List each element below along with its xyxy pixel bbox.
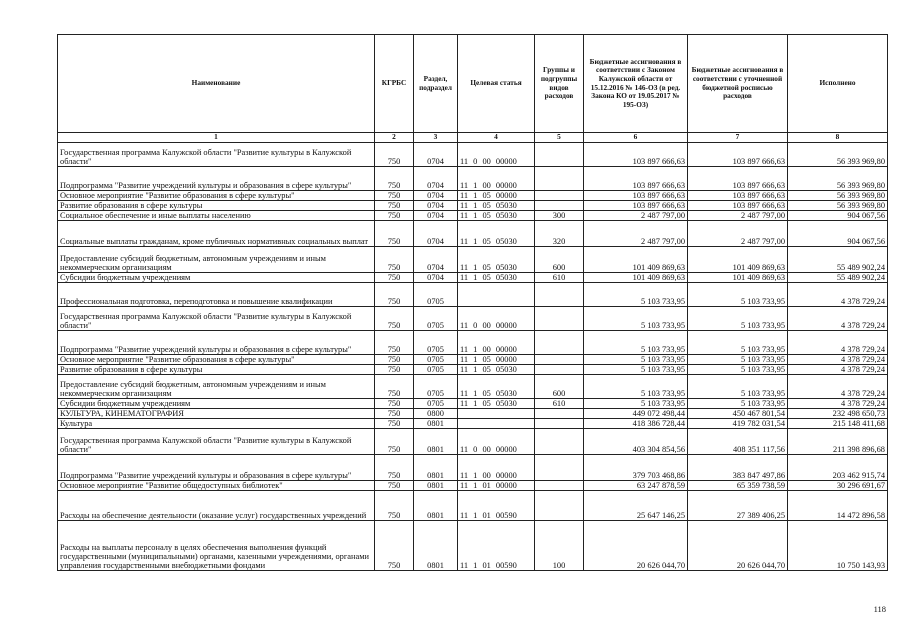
row-target [458,418,535,428]
row-kgrbs: 750 [375,210,414,220]
row-executed: 56 393 969,80 [788,166,888,190]
row-kgrbs: 750 [375,190,414,200]
row-target [458,282,535,306]
table-row [58,454,888,480]
row-section: 0801 [414,418,458,428]
table-row [58,364,888,374]
row-executed: 55 489 902,24 [788,272,888,282]
row-group: 100 [535,520,584,570]
table-row [58,200,888,210]
column-number: 8 [788,133,888,143]
row-target: 11 1 05 05030 [458,272,535,282]
row-name: Государственная программа Калужской области "Развитие культуры в Калужской области" [58,306,375,330]
row-refined: 450 467 801,54 [688,408,788,418]
row-section: 0705 [414,398,458,408]
row-group [535,408,584,418]
table-row [58,480,888,490]
row-group [535,306,584,330]
row-law: 5 103 733,95 [584,374,688,398]
table-row [58,210,888,220]
row-section: 0705 [414,306,458,330]
row-group [535,480,584,490]
table-row [58,282,888,306]
row-group: 610 [535,272,584,282]
table-row [58,306,888,330]
table-row [58,374,888,398]
row-executed: 211 398 896,68 [788,428,888,454]
row-target: 11 1 05 00000 [458,354,535,364]
row-target: 11 1 05 05030 [458,374,535,398]
row-section: 0801 [414,490,458,520]
column-number: 6 [584,133,688,143]
table-row [58,190,888,200]
row-section: 0704 [414,142,458,166]
row-refined: 5 103 733,95 [688,364,788,374]
header-name: Наименование [58,35,375,133]
row-executed: 4 378 729,24 [788,330,888,354]
column-number: 2 [375,133,414,143]
row-refined: 20 626 044,70 [688,520,788,570]
row-refined: 103 897 666,63 [688,190,788,200]
row-kgrbs: 750 [375,454,414,480]
row-refined: 5 103 733,95 [688,282,788,306]
row-target: 11 1 01 00000 [458,480,535,490]
row-refined: 2 487 797,00 [688,210,788,220]
row-name: Основное мероприятие "Развитие образования в сфере культуры" [58,354,375,364]
row-executed: 904 067,56 [788,220,888,246]
row-law: 403 304 854,56 [584,428,688,454]
table-row [58,354,888,364]
row-name: Основное мероприятие "Развитие общедоступных библиотек" [58,480,375,490]
row-target: 11 1 01 00590 [458,490,535,520]
column-number: 4 [458,133,535,143]
row-target: 11 1 05 05030 [458,220,535,246]
table-row [58,220,888,246]
header-kgrbs: КГРБС [375,35,414,133]
row-law: 103 897 666,63 [584,166,688,190]
row-kgrbs: 750 [375,408,414,418]
row-name: Предоставление субсидий бюджетным, автономным учреждениям и иным некоммерческим организациям [58,374,375,398]
row-kgrbs: 750 [375,490,414,520]
row-name: Подпрограмма "Развитие учреждений культуры и образования в сфере культуры" [58,166,375,190]
row-group [535,200,584,210]
row-executed: 30 296 691,67 [788,480,888,490]
row-executed: 4 378 729,24 [788,354,888,364]
row-executed: 4 378 729,24 [788,398,888,408]
row-law: 25 647 146,25 [584,490,688,520]
row-kgrbs: 750 [375,354,414,364]
row-refined: 101 409 869,63 [688,272,788,282]
row-section: 0704 [414,166,458,190]
row-refined: 419 782 031,54 [688,418,788,428]
row-refined: 103 897 666,63 [688,200,788,210]
row-law: 5 103 733,95 [584,364,688,374]
row-target: 11 0 00 00000 [458,428,535,454]
row-refined: 5 103 733,95 [688,374,788,398]
row-group: 300 [535,210,584,220]
row-section: 0705 [414,282,458,306]
table-row [58,428,888,454]
row-refined: 383 847 497,86 [688,454,788,480]
row-kgrbs: 750 [375,398,414,408]
row-section: 0801 [414,454,458,480]
header-refined: Бюджетные ассигнования в соответствии с уточненной бюджетной росписью расходов [688,35,788,133]
row-section: 0705 [414,354,458,364]
header-groups: Группы и подгруппы видов расходов [535,35,584,133]
table-row [58,408,888,418]
row-refined: 408 351 117,56 [688,428,788,454]
row-target: 11 0 00 00000 [458,306,535,330]
row-target: 11 1 00 00000 [458,166,535,190]
row-group [535,190,584,200]
column-number-row [58,133,888,143]
row-target: 11 1 01 00590 [458,520,535,570]
row-executed: 56 393 969,80 [788,190,888,200]
row-group [535,282,584,306]
row-law: 2 487 797,00 [584,220,688,246]
budget-table [57,34,888,571]
header-row [58,35,888,133]
header-target: Целевая статья [458,35,535,133]
row-law: 101 409 869,63 [584,272,688,282]
row-refined: 5 103 733,95 [688,398,788,408]
row-kgrbs: 750 [375,306,414,330]
row-refined: 5 103 733,95 [688,354,788,364]
row-executed: 232 498 650,73 [788,408,888,418]
row-target: 11 1 00 00000 [458,330,535,354]
table-row [58,418,888,428]
row-section: 0704 [414,272,458,282]
table-row [58,520,888,570]
row-group [535,490,584,520]
row-kgrbs: 750 [375,200,414,210]
row-law: 5 103 733,95 [584,330,688,354]
row-group: 600 [535,374,584,398]
row-law: 379 703 468,86 [584,454,688,480]
row-section: 0705 [414,374,458,398]
row-group [535,428,584,454]
row-section: 0801 [414,520,458,570]
row-executed: 55 489 902,24 [788,246,888,272]
row-section: 0801 [414,480,458,490]
row-executed: 4 378 729,24 [788,364,888,374]
row-name: КУЛЬТУРА, КИНЕМАТОГРАФИЯ [58,408,375,418]
row-law: 2 487 797,00 [584,210,688,220]
row-group [535,330,584,354]
row-group [535,354,584,364]
row-refined: 5 103 733,95 [688,330,788,354]
row-name: Профессиональная подготовка, переподготовка и повышение квалификации [58,282,375,306]
row-group [535,166,584,190]
row-law: 5 103 733,95 [584,354,688,364]
row-law: 5 103 733,95 [584,282,688,306]
row-target: 11 0 00 00000 [458,142,535,166]
row-group [535,142,584,166]
row-kgrbs: 750 [375,364,414,374]
header-law: Бюджетные ассигнования в соответствии с Законом Калужской области от 15.12.2016 № 146-ОЗ (в ред. Закона КО от 19.05.2017 № 195-ОЗ) [584,35,688,133]
row-kgrbs: 750 [375,220,414,246]
row-executed: 4 378 729,24 [788,282,888,306]
row-target: 11 1 05 05030 [458,246,535,272]
row-refined: 2 487 797,00 [688,220,788,246]
row-executed: 56 393 969,80 [788,200,888,210]
table-row [58,330,888,354]
row-refined: 27 389 406,25 [688,490,788,520]
row-executed: 10 750 143,93 [788,520,888,570]
header-executed: Исполнено [788,35,888,133]
row-name: Социальные выплаты гражданам, кроме публичных нормативных социальных выплат [58,220,375,246]
row-name: Социальное обеспечение и иные выплаты населению [58,210,375,220]
row-kgrbs: 750 [375,330,414,354]
header-section: Раздел, подраздел [414,35,458,133]
row-section: 0704 [414,210,458,220]
row-law: 103 897 666,63 [584,142,688,166]
row-law: 5 103 733,95 [584,398,688,408]
column-number: 3 [414,133,458,143]
table-row [58,398,888,408]
row-kgrbs: 750 [375,374,414,398]
row-name: Подпрограмма "Развитие учреждений культуры и образования в сфере культуры" [58,330,375,354]
row-kgrbs: 750 [375,246,414,272]
row-target [458,408,535,418]
row-refined: 65 359 738,59 [688,480,788,490]
row-executed: 4 378 729,24 [788,374,888,398]
row-name: Государственная программа Калужской области "Развитие культуры в Калужской области" [58,142,375,166]
row-name: Культура [58,418,375,428]
page-number: 118 [873,604,886,614]
row-law: 103 897 666,63 [584,190,688,200]
row-kgrbs: 750 [375,480,414,490]
table-row [58,166,888,190]
row-target: 11 1 05 05030 [458,210,535,220]
row-law: 20 626 044,70 [584,520,688,570]
row-kgrbs: 750 [375,428,414,454]
table-row [58,272,888,282]
row-target: 11 1 05 05030 [458,398,535,408]
row-executed: 56 393 969,80 [788,142,888,166]
column-number: 5 [535,133,584,143]
row-group: 320 [535,220,584,246]
row-law: 63 247 878,59 [584,480,688,490]
row-section: 0801 [414,428,458,454]
row-executed: 904 067,56 [788,210,888,220]
table-row [58,490,888,520]
row-name: Развитие образования в сфере культуры [58,200,375,210]
row-section: 0704 [414,200,458,210]
row-kgrbs: 750 [375,282,414,306]
row-target: 11 1 00 00000 [458,454,535,480]
row-executed: 14 472 896,58 [788,490,888,520]
row-group [535,364,584,374]
row-group: 600 [535,246,584,272]
row-refined: 5 103 733,95 [688,306,788,330]
row-section: 0705 [414,364,458,374]
column-number: 7 [688,133,788,143]
row-section: 0704 [414,246,458,272]
row-name: Развитие образования в сфере культуры [58,364,375,374]
row-name: Государственная программа Калужской области "Развитие культуры в Калужской области" [58,428,375,454]
row-executed: 4 378 729,24 [788,306,888,330]
row-law: 5 103 733,95 [584,306,688,330]
row-law: 103 897 666,63 [584,200,688,210]
row-name: Расходы на выплаты персоналу в целях обеспечения выполнения функций государственными (муниципальными) органами, казенными учреждениями, органами управления государственными внебюджетными фондами [58,520,375,570]
row-law: 101 409 869,63 [584,246,688,272]
row-kgrbs: 750 [375,418,414,428]
column-number: 1 [58,133,375,143]
row-name: Субсидии бюджетным учреждениям [58,272,375,282]
row-kgrbs: 750 [375,520,414,570]
row-section: 0704 [414,190,458,200]
table-row [58,142,888,166]
row-kgrbs: 750 [375,142,414,166]
row-group [535,418,584,428]
row-refined: 103 897 666,63 [688,142,788,166]
row-name: Предоставление субсидий бюджетным, автономным учреждениям и иным некоммерческим организациям [58,246,375,272]
row-target: 11 1 05 05030 [458,364,535,374]
row-section: 0704 [414,220,458,246]
row-target: 11 1 05 05030 [458,200,535,210]
row-law: 449 072 498,44 [584,408,688,418]
row-name: Субсидии бюджетным учреждениям [58,398,375,408]
row-executed: 215 148 411,68 [788,418,888,428]
row-section: 0705 [414,330,458,354]
row-name: Расходы на обеспечение деятельности (оказание услуг) государственных учреждений [58,490,375,520]
row-refined: 101 409 869,63 [688,246,788,272]
row-name: Подпрограмма "Развитие учреждений культуры и образования в сфере культуры" [58,454,375,480]
row-group: 610 [535,398,584,408]
row-kgrbs: 750 [375,272,414,282]
row-target: 11 1 05 00000 [458,190,535,200]
table-row [58,246,888,272]
row-kgrbs: 750 [375,166,414,190]
row-law: 418 386 728,44 [584,418,688,428]
row-section: 0800 [414,408,458,418]
row-name: Основное мероприятие "Развитие образования в сфере культуры" [58,190,375,200]
row-refined: 103 897 666,63 [688,166,788,190]
row-executed: 203 462 915,74 [788,454,888,480]
row-group [535,454,584,480]
